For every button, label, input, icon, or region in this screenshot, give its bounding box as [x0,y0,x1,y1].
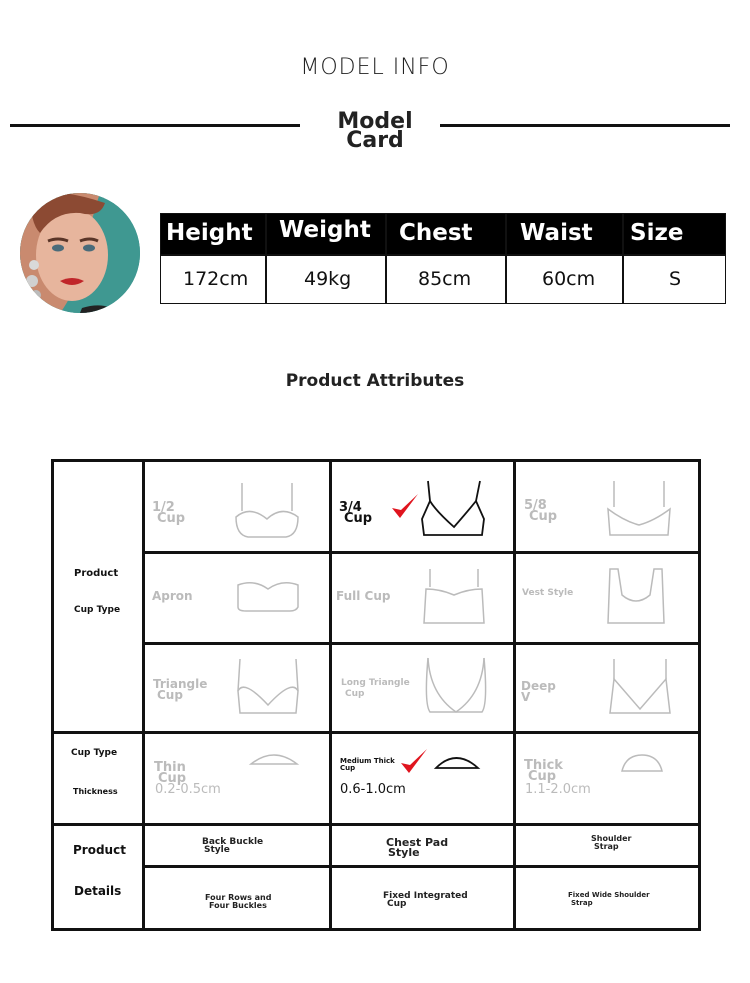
full-cup-icon [422,567,486,627]
cup-label-full: Full Cup [336,589,391,603]
grid-line [54,823,698,826]
thick-cup-icon [620,755,664,775]
checkmark-icon [399,747,429,775]
header-waist: Waist [520,220,593,246]
cup-label-deep-v: Deep V [521,679,556,704]
cup-label-long-triangle: Long Triangle Cup [341,678,410,699]
header-chest: Chest [399,220,473,246]
cup-type-label-1: Product [74,568,119,579]
cup-label-vest: Vest Style [522,588,574,598]
grid-line [142,462,145,928]
thickness-range-thin: 0.2-0.5cm [155,782,221,797]
model-info-title: MODEL INFO [300,55,450,80]
model-avatar [20,193,140,313]
attributes-grid [51,459,701,931]
thickness-label-1: Cup Type [71,748,118,758]
product-attributes-title: Product Attributes [285,371,465,391]
checkmark-icon [390,492,420,520]
divider-left [10,124,300,127]
cup-label-triangle: Triangle Cup [153,677,208,702]
thin-cup-icon [249,752,299,768]
col-divider [505,214,507,303]
apron-cup-icon [236,579,302,613]
value-weight: 49kg [304,268,352,290]
col-divider [622,214,624,303]
thickness-label-thick: Thick Cup [524,758,563,784]
grid-line [142,551,698,554]
thickness-range-medium: 0.6-1.0cm [340,782,406,797]
grid-line [329,462,332,928]
value-height: 172cm [183,268,249,290]
model-portrait-image [20,193,140,313]
details-label-2: Details [74,884,122,898]
detail-back-buckle: Back Buckle Style [202,837,264,855]
cup-label-apron: Apron [152,589,193,603]
model-stats-table [160,213,726,304]
thickness-range-thick: 1.1-2.0cm [525,782,591,797]
grid-line [142,865,698,868]
detail-fixed-cup: Fixed Integrated Cup [383,891,468,909]
long-triangle-cup-icon [422,654,490,720]
detail-chest-pad: Chest Pad Style [386,836,449,859]
grid-line [54,731,698,734]
model-card-title [300,109,450,153]
value-size: S [669,268,682,290]
value-chest: 85cm [418,268,472,290]
vest-style-icon [606,565,668,627]
col-divider [265,214,267,303]
cup-label-half: 1/2 Cup [152,500,186,526]
cup-label-three-quarter: 3/4 Cup [339,500,373,526]
model-card-title-line2: Card [346,128,404,153]
col-divider [385,214,387,303]
medium-thick-cup-icon [434,754,480,772]
detail-four-rows: Four Rows and Four Buckles [205,893,272,910]
detail-wide-shoulder: Fixed Wide Shoulder Strap [568,891,650,907]
grid-line [142,642,698,645]
detail-shoulder-strap: Shoulder Strap [591,834,632,851]
divider-right [440,124,730,127]
model-card-title-line1: Model [337,109,413,134]
triangle-cup-icon [234,655,302,721]
header-size: Size [630,220,684,246]
details-label-1: Product [73,843,126,857]
three-quarter-cup-icon [418,477,490,539]
value-waist: 60cm [542,268,596,290]
cup-label-five-eighth: 5/8 Cup [524,498,558,524]
thickness-label-2: Thickness [73,787,118,796]
header-height: Height [166,220,253,246]
grid-line [513,462,516,928]
five-eighth-cup-icon [604,477,674,539]
deep-v-cup-icon [606,655,674,721]
thickness-label-thin: Thin Cup [154,760,187,786]
header-weight: Weight [279,217,371,243]
cup-type-label-2: Cup Type [74,605,121,615]
thickness-label-medium: Medium Thick Cup [340,757,395,772]
row-divider [161,254,725,256]
half-cup-icon [234,477,304,537]
